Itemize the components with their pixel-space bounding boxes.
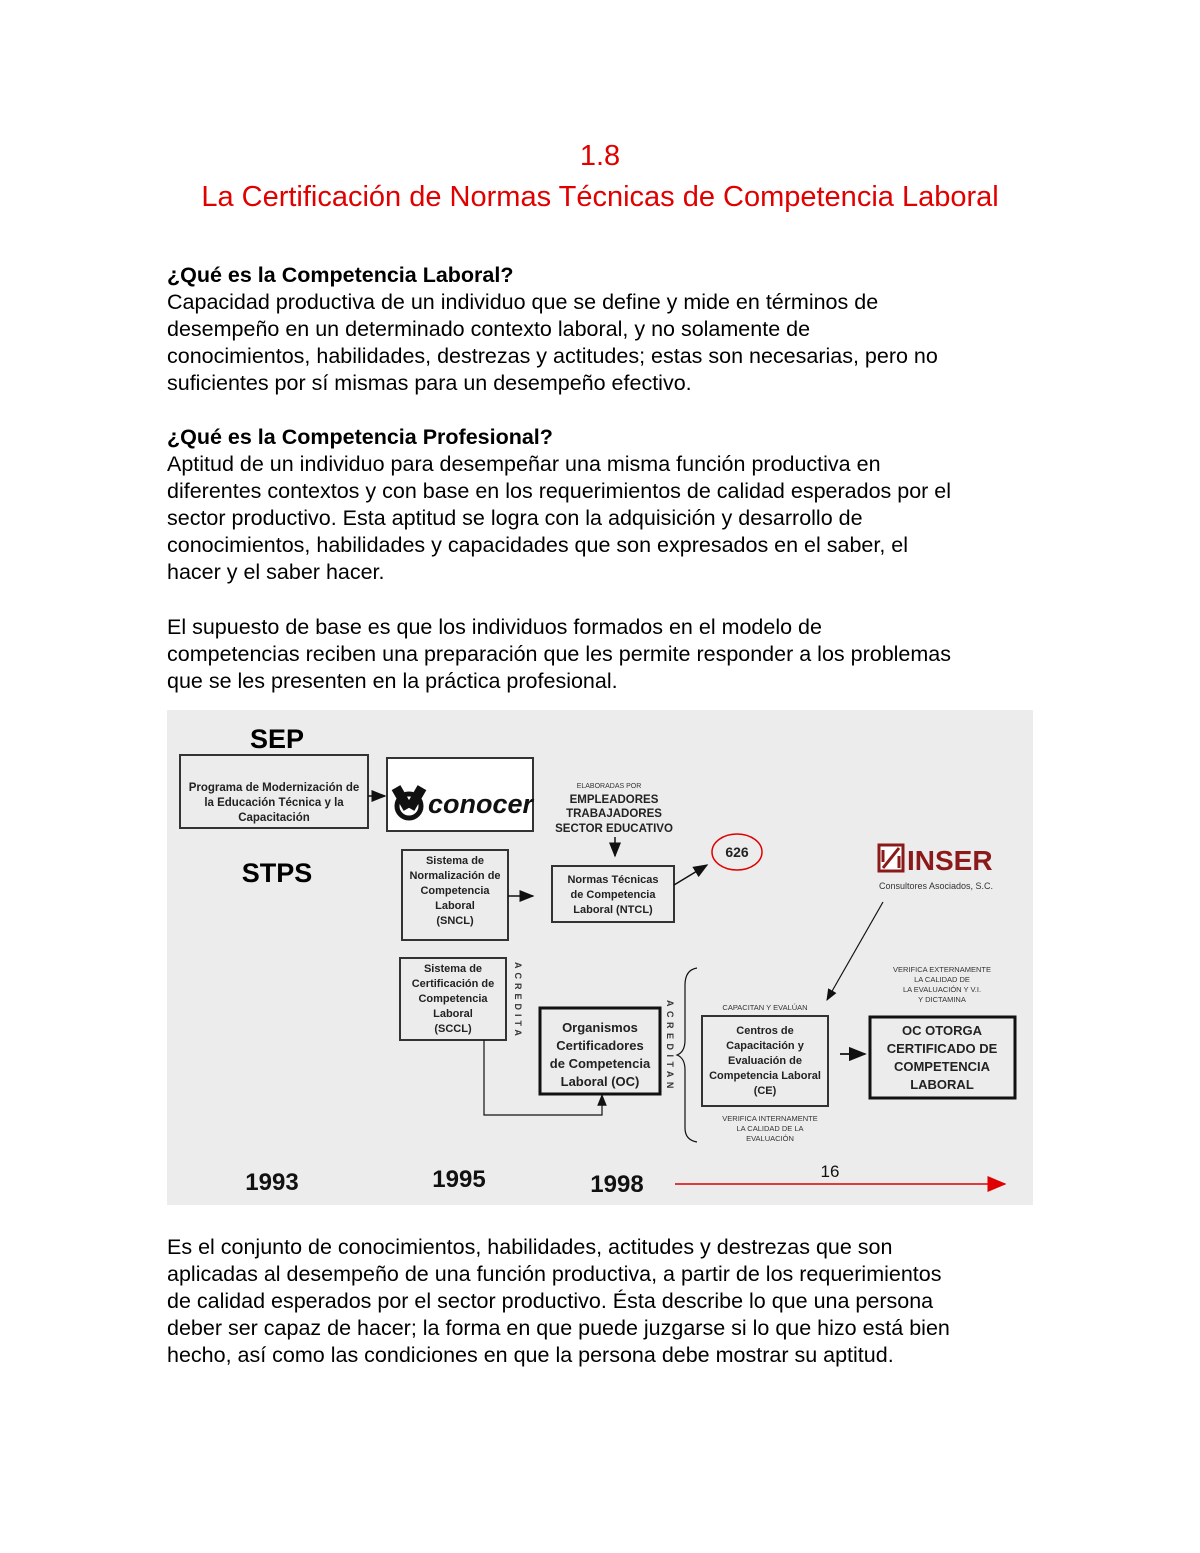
inser-subtitle: Consultores Asociados, S.C. — [879, 881, 994, 891]
section-heading: ¿Qué es la Competencia Profesional? — [167, 425, 553, 449]
ce-line: Competencia Laboral — [709, 1070, 821, 1082]
text-line: suficientes por sí mismas para un desempeño efectivo. — [167, 371, 692, 395]
elaboradas-por-label: ELABORADAS POR — [576, 783, 642, 790]
oc-otorga-line: COMPETENCIA — [893, 1059, 991, 1074]
text-line: conocimientos, habilidades y capacidades que son expresados en el saber, el — [167, 533, 909, 557]
conocer-logo-text: conocer — [428, 789, 534, 819]
oc-line: Certificadores — [556, 1038, 644, 1053]
arrow — [674, 865, 707, 885]
year-label: 1998 — [590, 1171, 644, 1198]
verifica-ext-line: Y DICTAMINA — [918, 995, 966, 1004]
sncl-line: Competencia — [420, 885, 490, 897]
ntcl-line: Normas Técnicas — [567, 874, 659, 886]
text-line: El supuesto de base es que los individuos formados en el modelo de — [167, 615, 822, 639]
sncl-line: (SNCL) — [436, 915, 474, 927]
elaborador-item: EMPLEADORES — [569, 794, 659, 806]
text-line: que se les presenten en la práctica profesional. — [167, 669, 618, 693]
page-title: La Certificación de Normas Técnicas de Competencia Laboral — [201, 181, 999, 213]
oc-line: Organismos — [562, 1020, 638, 1035]
section-heading: ¿Qué es la Competencia Laboral? — [167, 263, 514, 287]
section-competencia-laboral — [167, 262, 1047, 397]
acreditan-label: ACREDITAN — [665, 1000, 675, 1093]
sccl-line: Competencia — [418, 993, 488, 1005]
ce-line: (CE) — [753, 1085, 777, 1097]
oc-line: Laboral (OC) — [560, 1074, 640, 1089]
text-line: de calidad esperados por el sector productivo. Ésta describe lo que una persona — [167, 1289, 934, 1313]
sncl-line: Normalización de — [409, 870, 501, 882]
sccl-line: Certificación de — [411, 978, 495, 990]
text-line: diferentes contextos y con base en los requerimientos de calidad esperados por el — [167, 479, 952, 503]
inser-logo-icon — [879, 845, 903, 871]
verifica-ext-line: VERIFICA EXTERNAMENTE — [893, 965, 991, 974]
stps-label: STPS — [241, 858, 313, 888]
section-supuesto — [167, 614, 1047, 695]
ce-line: Evaluación de — [728, 1055, 802, 1067]
oc-line: de Competencia — [549, 1056, 651, 1071]
ntcl-line: Laboral (NTCL) — [573, 904, 653, 916]
text-line: competencias reciben una preparación que les permite responder a los problemas — [167, 642, 952, 666]
certification-diagram — [167, 710, 1033, 1205]
sccl-line: Laboral — [433, 1008, 473, 1020]
verifica-int-line: EVALUACIÓN — [746, 1134, 794, 1143]
capacitan-label: CAPACITAN Y EVALÚAN — [722, 1003, 808, 1012]
arrow — [827, 902, 883, 1000]
ntcl-line: de Competencia — [570, 889, 656, 901]
text-line: sector productivo. Esta aptitud se logra con la adquisición y desarrollo de — [167, 506, 863, 530]
text-line: Aptitud de un individuo para desempeñar una misma función productiva en — [167, 452, 881, 476]
verifica-ext-line: LA EVALUACIÓN Y V.I. — [902, 985, 982, 994]
ce-line: Centros de — [736, 1025, 794, 1037]
slide-number: 16 — [820, 1162, 840, 1181]
elaborador-item: TRABAJADORES — [566, 808, 662, 820]
text-line: conocimientos, habilidades, destrezas y actitudes; estas son necesarias, pero no — [167, 344, 938, 368]
acredita-label: ACREDITA — [513, 962, 523, 1040]
text-line: aplicadas al desempeño de una función productiva, a partir de los requerimientos — [167, 1262, 942, 1286]
inser-logo-text: INSER — [907, 845, 993, 876]
elaborador-item: SECTOR EDUCATIVO — [555, 823, 673, 835]
section-number: 1.8 — [579, 140, 621, 172]
year-label: 1995 — [432, 1166, 486, 1193]
verifica-int-line: LA CALIDAD DE LA — [736, 1124, 804, 1133]
sccl-line: Sistema de — [423, 963, 483, 975]
section-competencia-profesional — [167, 424, 1047, 586]
programa-line: Programa de Modernización de — [188, 782, 360, 794]
text-line: Es el conjunto de conocimientos, habilidades, actitudes y destrezas que son — [167, 1235, 893, 1259]
text-line: hecho, así como las condiciones en que la persona debe mostrar su aptitud. — [167, 1343, 894, 1367]
oc-otorga-line: CERTIFICADO DE — [886, 1041, 998, 1056]
programa-line: Capacitación — [238, 812, 310, 824]
sep-label: SEP — [249, 724, 305, 754]
verifica-int-line: VERIFICA INTERNAMENTE — [722, 1114, 818, 1123]
text-line: hacer y el saber hacer. — [167, 560, 385, 584]
brace — [677, 968, 697, 1142]
text-line: Capacidad productiva de un individuo que se define y mide en términos de — [167, 290, 879, 314]
text-line: deber ser capaz de hacer; la forma en que puede juzgarse si lo que hizo está bien — [167, 1316, 950, 1340]
ce-line: Capacitación y — [726, 1040, 804, 1052]
text-line: desempeño en un determinado contexto laboral, y no solamente de — [167, 317, 811, 341]
oc-otorga-line: LABORAL — [910, 1077, 974, 1092]
sncl-line: Laboral — [435, 900, 475, 912]
programa-line: la Educación Técnica y la — [204, 797, 344, 809]
section-conjunto — [167, 1234, 1047, 1369]
year-label: 1993 — [245, 1169, 299, 1196]
verifica-ext-line: LA CALIDAD DE — [914, 975, 970, 984]
count-value: 626 — [725, 844, 749, 860]
oc-otorga-line: OC OTORGA — [902, 1023, 982, 1038]
sccl-line: (SCCL) — [434, 1023, 472, 1035]
sncl-line: Sistema de — [425, 855, 485, 867]
